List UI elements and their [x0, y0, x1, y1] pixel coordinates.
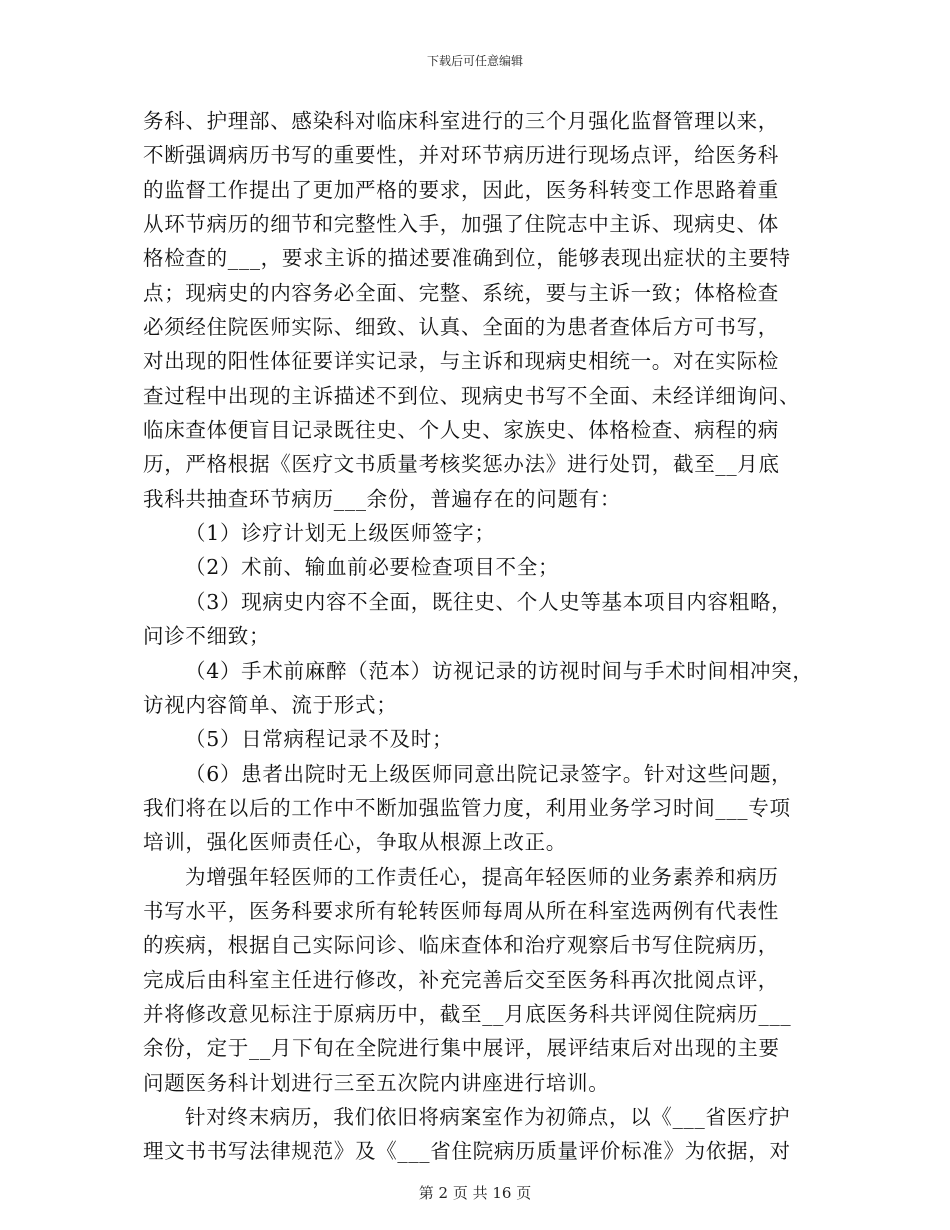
text-line: 必须经住院医师实际、细致、认真、全面的为患者查体后方可书写，	[143, 315, 779, 340]
text-line: 不断强调病历书写的重要性，并对环节病历进行现场点评，给医务科	[143, 143, 779, 168]
text-line: 问题医务科计划进行三至五次院内讲座进行培训。	[143, 1070, 610, 1095]
text-line: （6）患者出院时无上级医师同意出院记录签字。针对这些问题，	[185, 761, 793, 786]
text-line: 书写水平，医务科要求所有轮转医师每周从所在科室选两例有代表性	[143, 898, 779, 923]
text-line: 我们将在以后的工作中不断加强监管力度，利用业务学习时间___专项	[143, 795, 791, 820]
text-line: 为增强年轻医师的工作责任心，提高年轻医师的业务素养和病历	[185, 864, 779, 889]
text-line: 理文书书写法律规范》及《___省住院病历质量评价标准》为依据，对	[143, 1139, 791, 1164]
text-line: 点；现病史的内容务必全面、完整、系统，要与主诉一致；体格检查	[143, 280, 779, 305]
text-line: 针对终末病历，我们依旧将病案室作为初筛点，以《___省医疗护	[185, 1104, 791, 1129]
text-line: 问诊不细致；	[143, 624, 271, 649]
text-line: 格检查的___，要求主诉的描述要准确到位，能够表现出症状的主要特	[143, 246, 791, 271]
text-line: 培训，强化医师责任心，争取从根源上改正。	[143, 830, 567, 855]
text-line: （3）现病史内容不全面，既往史、个人史等基本项目内容粗略，	[185, 589, 793, 614]
text-line: （4）手术前麻醉（范本）访视记录的访视时间与手术时间相冲突，	[185, 658, 814, 683]
text-line: 务科、护理部、感染科对临床科室进行的三个月强化监督管理以来，	[143, 109, 779, 133]
text-line: 我科共抽查环节病历___余份，普遍存在的问题有：	[143, 486, 622, 511]
text-line: 的监督工作提出了更加严格的要求，因此，医务科转变工作思路着重	[143, 177, 779, 202]
text-line: 对出现的阳性体征要详实记录，与主诉和现病史相统一。对在实际检	[143, 349, 779, 374]
page-header-note: 下载后可任意编辑	[426, 54, 523, 68]
document-body	[143, 104, 823, 1169]
text-line: 余份，定于__月下旬在全院进行集中展评，展评结束后对出现的主要	[143, 1036, 780, 1061]
text-line: 从环节病历的细节和完整性入手，加强了住院志中主诉、现病史、体	[143, 212, 779, 237]
text-line: 临床查体便盲目记录既往史、个人史、家族史、体格检查、病程的病	[143, 418, 779, 443]
text-line: 历，严格根据《医疗文书质量考核奖惩办法》进行处罚，截至__月底	[143, 452, 780, 477]
text-line: 的疾病，根据自己实际问诊、临床查体和治疗观察后书写住院病历，	[143, 933, 779, 958]
text-line: 完成后由科室主任进行修改，补充完善后交至医务科再次批阅点评，	[143, 967, 779, 992]
text-line: 查过程中出现的主诉描述不到位、现病史书写不全面、未经详细询问、	[143, 383, 801, 408]
text-line: （2）术前、输血前必要检查项目不全；	[185, 555, 560, 580]
text-line: 访视内容简单、流于形式；	[143, 692, 398, 717]
text-line: 并将修改意见标注于原病历中，截至__月底医务科共评阅住院病历___	[143, 1001, 792, 1026]
text-line: （5）日常病程记录不及时；	[185, 727, 454, 752]
page-footer-number: 第 2 页 共 16 页	[418, 1184, 532, 1202]
text-line: （1）诊疗计划无上级医师签字；	[185, 521, 496, 546]
